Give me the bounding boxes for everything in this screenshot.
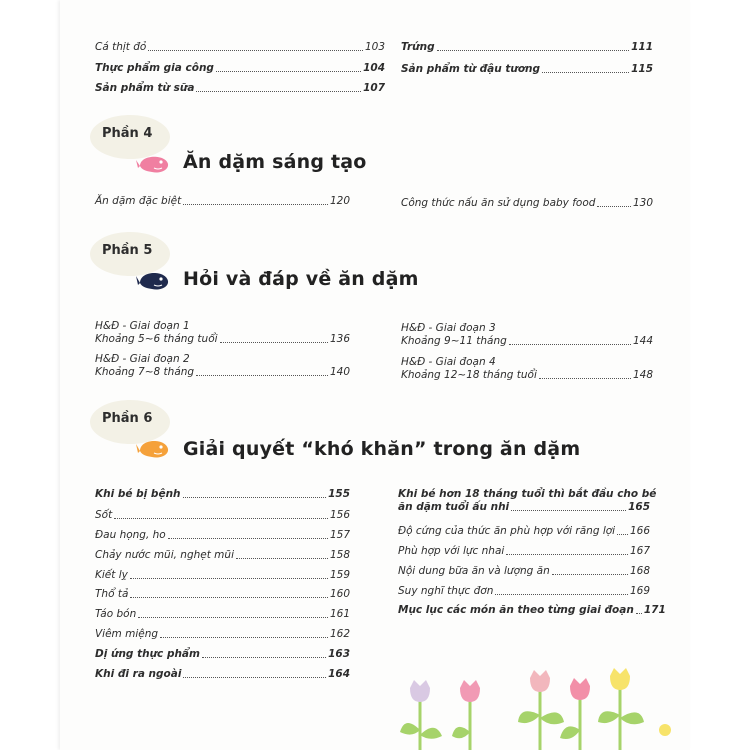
- toc-entry: H&Đ - Giai đoạn 1 Khoảng 5~6 tháng tuổi 136: [95, 320, 350, 345]
- part-label: Phần 5: [102, 243, 153, 258]
- toc-entry: Công thức nấu ăn sử dụng baby food 130: [401, 197, 653, 209]
- toc-entry: Sản phẩm từ sữa 107: [95, 82, 385, 94]
- toc-entry: Sản phẩm từ đậu tương 115: [401, 63, 653, 75]
- toc-entry: Trứng 111: [401, 41, 653, 53]
- toc-entry: H&Đ - Giai đoạn 3 Khoảng 9~11 tháng 144: [401, 322, 653, 347]
- toc-entry: Thực phẩm gia công 104: [95, 62, 385, 74]
- toc-entry: Dị ứng thực phẩm 163: [95, 648, 350, 660]
- toc-entry: Khi bé hơn 18 tháng tuổi thì bắt đầu cho bé ăn dặm tuổi ấu nhi 165: [398, 488, 657, 513]
- toc-entry: Phù hợp với lực nhai 167: [398, 545, 650, 557]
- fish-icon: [136, 264, 172, 294]
- toc-entry: H&Đ - Giai đoạn 2 Khoảng 7~8 tháng 140: [95, 353, 350, 378]
- toc-entry: Nội dung bữa ăn và lượng ăn 168: [398, 565, 650, 577]
- toc-entry: Suy nghĩ thực đơn 169: [398, 585, 650, 597]
- toc-entry: Chảy nước mũi, nghẹt mũi 158: [95, 549, 350, 561]
- tulip-decoration: [390, 660, 690, 750]
- toc-entry: Thổ tả 160: [95, 588, 350, 600]
- section-title: Ăn dặm sáng tạo: [183, 151, 367, 173]
- toc-entry: Ăn dặm đặc biệt 120: [95, 195, 350, 207]
- toc-entry: Táo bón 161: [95, 608, 350, 620]
- toc-entry: Độ cứng của thức ăn phù hợp với răng lợi 166: [398, 525, 650, 537]
- part-label: Phần 4: [102, 126, 153, 141]
- section-title: Hỏi và đáp về ăn dặm: [183, 268, 419, 290]
- fish-icon: [136, 432, 172, 462]
- fish-icon: [136, 148, 172, 176]
- toc-entry: Cá thịt đỏ 103: [95, 41, 385, 53]
- toc-page: [60, 0, 690, 750]
- toc-entry: H&Đ - Giai đoạn 4 Khoảng 12~18 tháng tuổi 148: [401, 356, 653, 381]
- toc-entry: Đau họng, ho 157: [95, 529, 350, 541]
- toc-entry: Viêm miệng 162: [95, 628, 350, 640]
- toc-entry: Kiết lỵ 159: [95, 569, 350, 581]
- part-label: Phần 6: [102, 411, 153, 426]
- section-title: Giải quyết “khó khăn” trong ăn dặm: [183, 438, 581, 460]
- toc-entry: Khi bé bị bệnh 155: [95, 488, 350, 500]
- toc-entry: Khi đi ra ngoài 164: [95, 668, 350, 680]
- toc-entry: Mục lục các món ăn theo từng giai đoạn 171: [398, 604, 666, 616]
- toc-entry: Sốt 156: [95, 509, 350, 521]
